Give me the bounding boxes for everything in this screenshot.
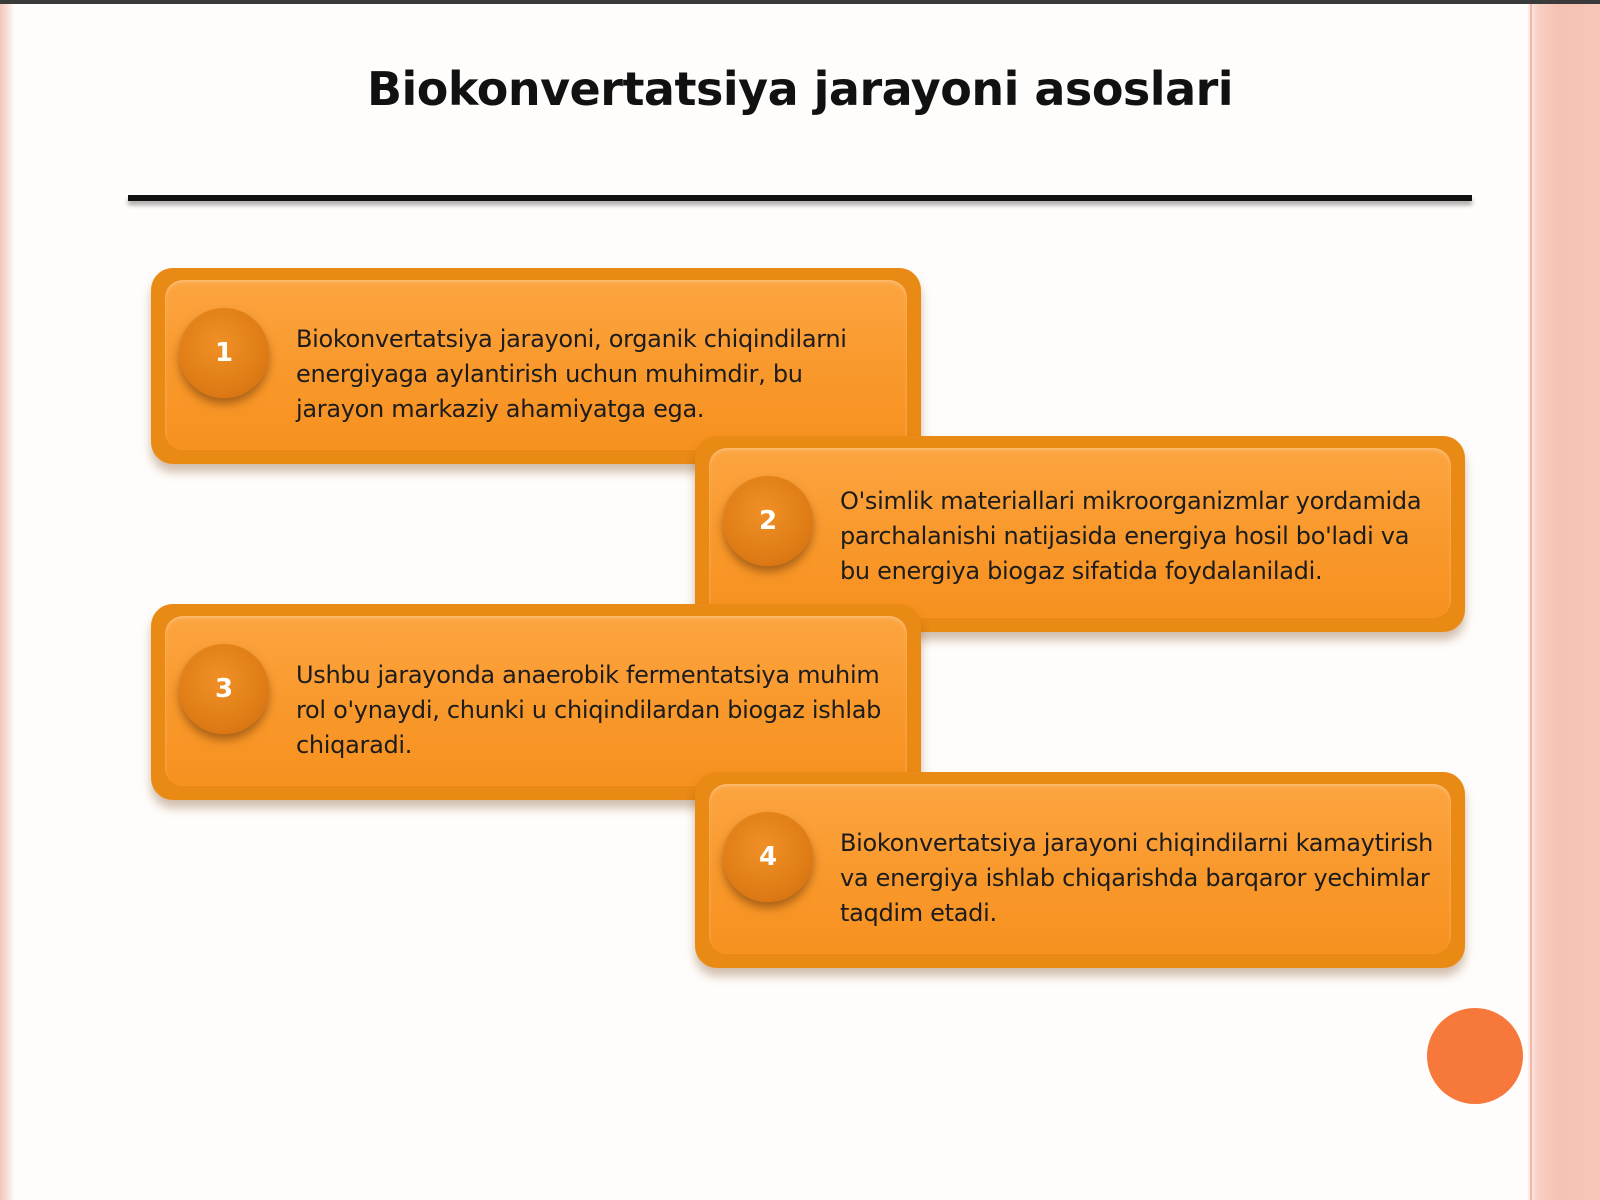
step-card-2: [695, 436, 1465, 632]
step-card-4: [695, 772, 1465, 968]
title-underline: [128, 195, 1472, 201]
slide-title: Biokonvertatsiya jarayoni asoslari: [366, 62, 1234, 116]
step-text: O'simlik materiallari mikroorganizmlar yordamida parchalanishi natijasida energiya hosil bo'ladi va bu energiya biogaz sifatida foydalaniladi.: [840, 487, 1422, 585]
top-border: [0, 0, 1600, 4]
step-number-badge: 1: [179, 308, 269, 398]
step-number-badge: 4: [723, 812, 813, 902]
step-text: Ushbu jarayonda anaerobik fermentatsiya muhim rol o'ynaydi, chunki u chiqindilardan biogaz ishlab chiqaradi.: [296, 661, 882, 759]
step-card-1: [151, 268, 921, 464]
step-card-body: [165, 280, 907, 450]
decorative-orange-circle: [1427, 1008, 1523, 1104]
step-text: Biokonvertatsiya jarayoni, organik chiqindilarni energiyaga aylantirish uchun muhimdir, bu jarayon markaziy ahamiyatga ega.: [296, 325, 847, 423]
step-card-body: [709, 448, 1451, 618]
right-side-panel: [1528, 4, 1600, 1200]
left-edge-decoration: [0, 4, 14, 1200]
step-card-3: [151, 604, 921, 800]
step-card-body: [165, 616, 907, 786]
step-card-body: [709, 784, 1451, 954]
right-panel-divider: [1530, 4, 1532, 1200]
step-text: Biokonvertatsiya jarayoni chiqindilarni kamaytirish va energiya ishlab chiqarishda barqaror yechimlar taqdim etadi.: [840, 829, 1434, 927]
step-number-badge: 3: [179, 644, 269, 734]
step-number-badge: 2: [723, 476, 813, 566]
